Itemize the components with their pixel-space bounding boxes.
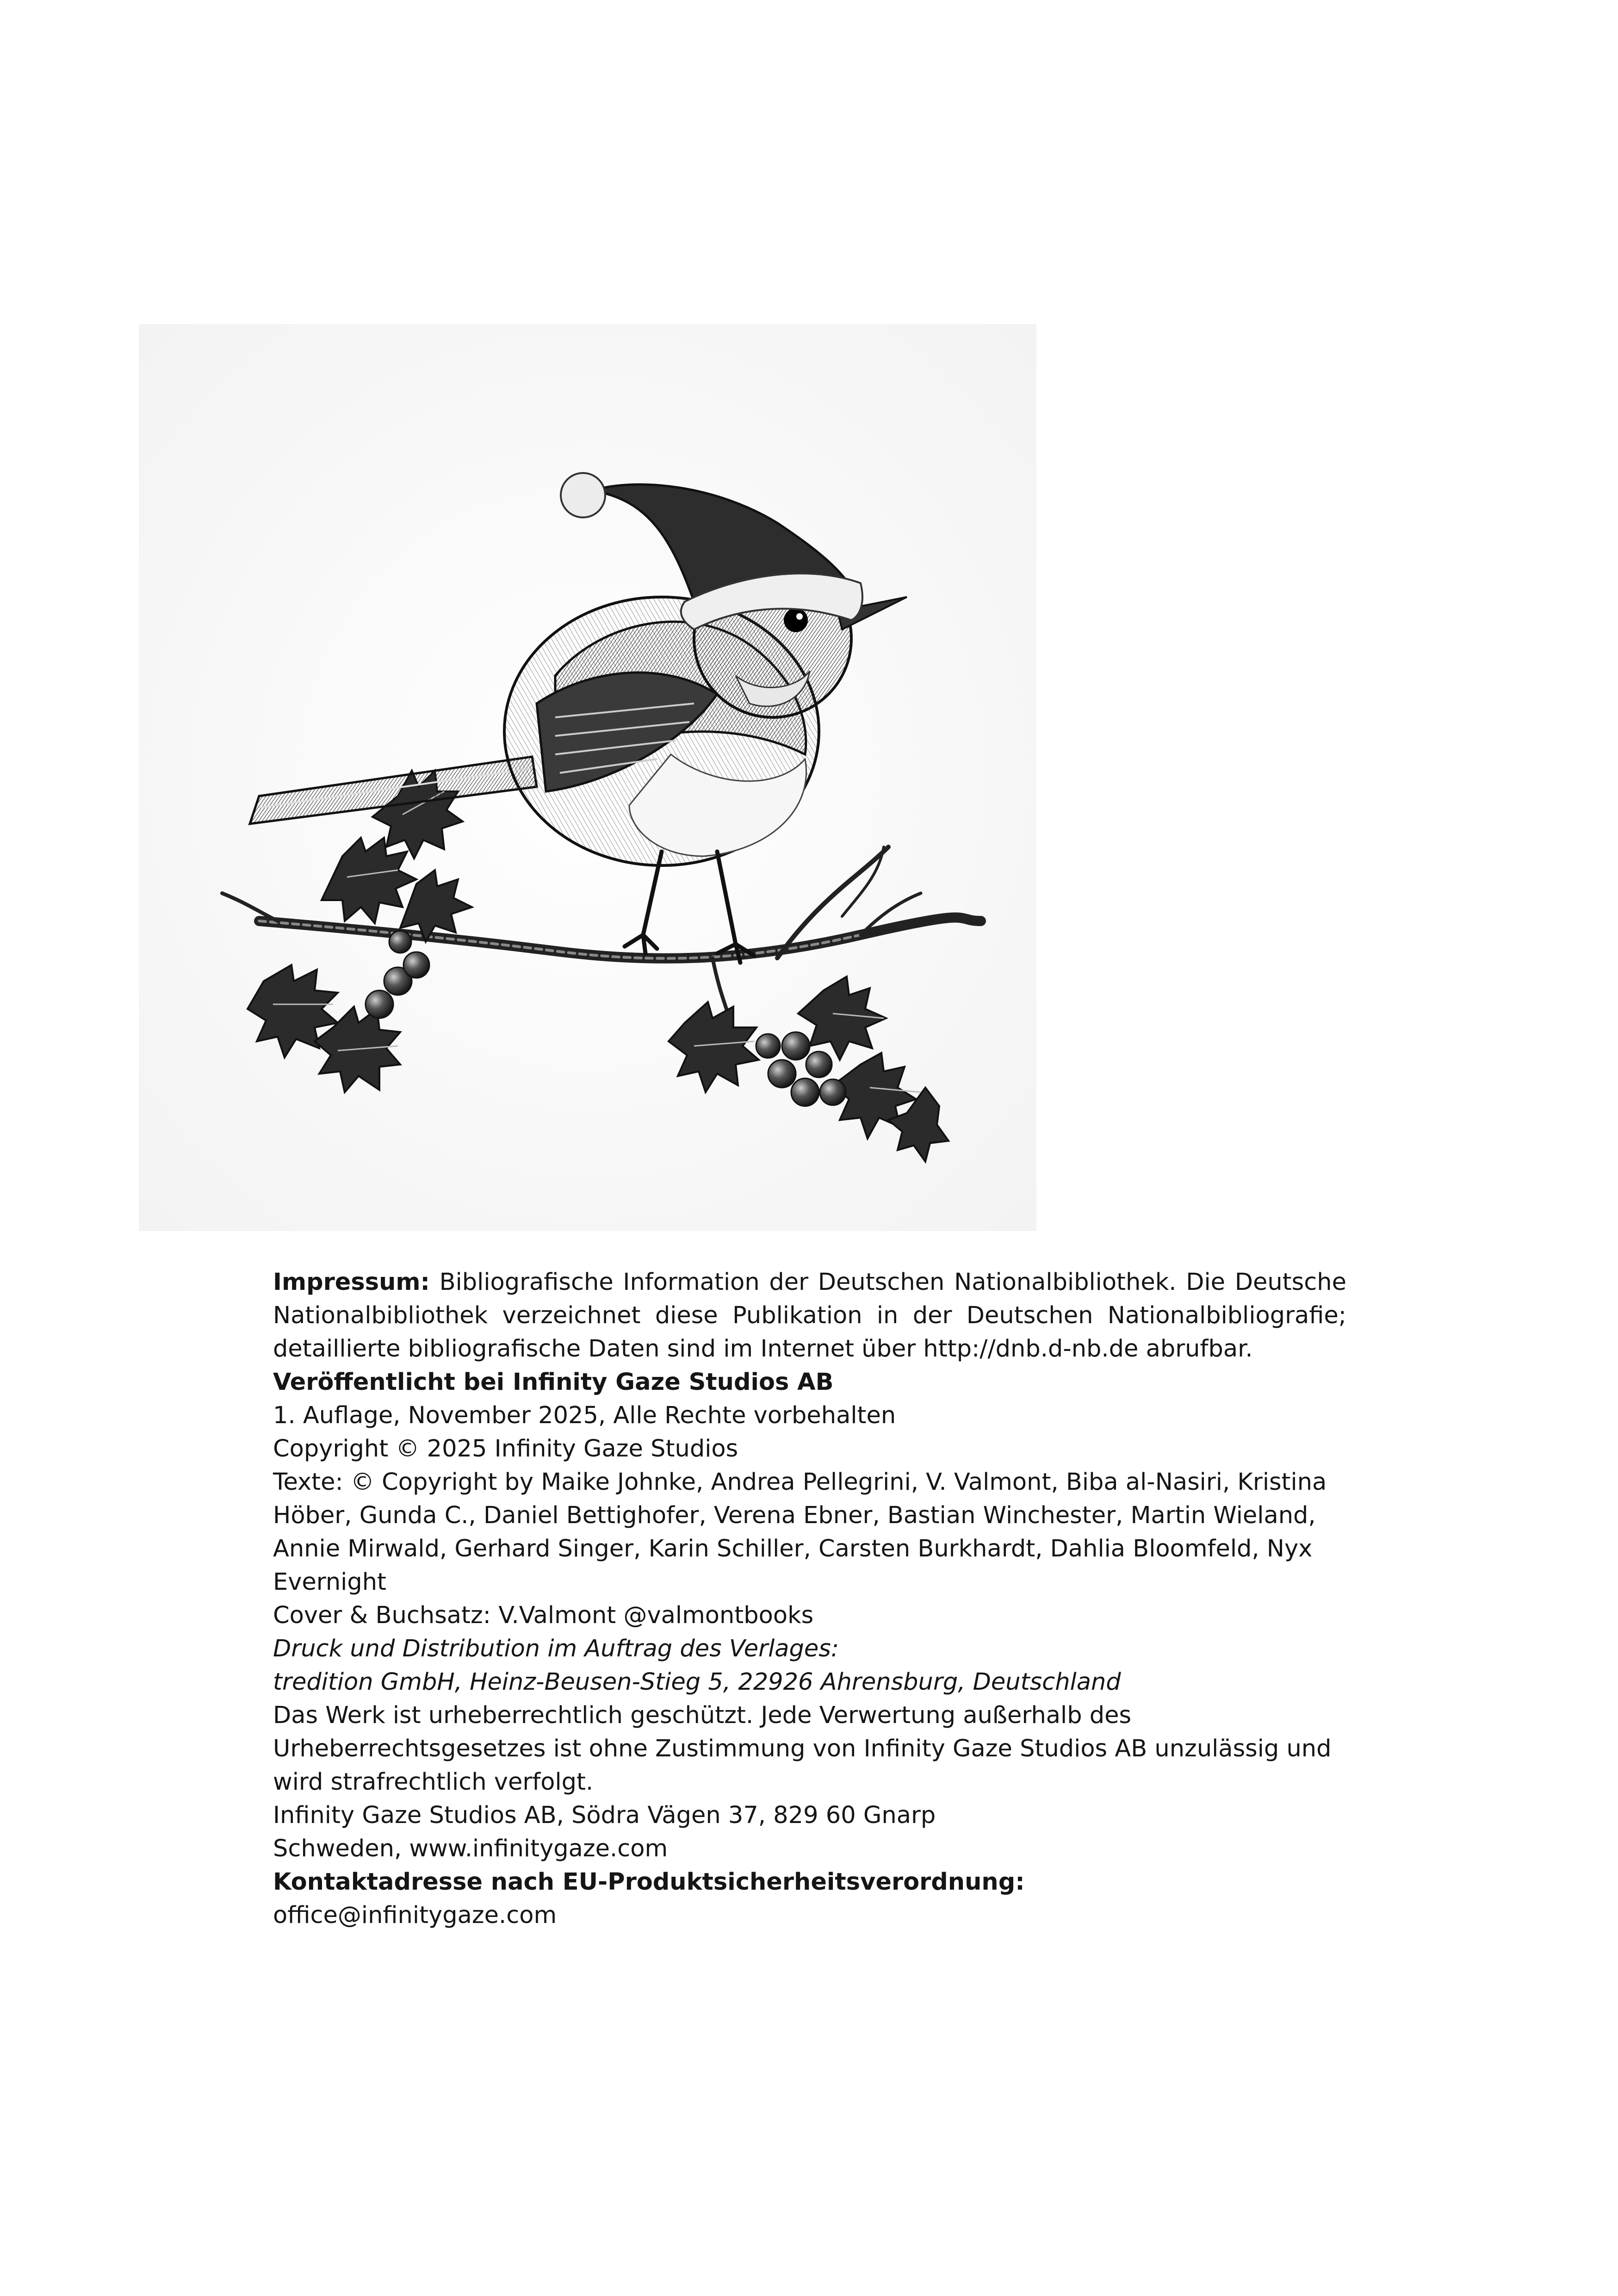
imprint-intro xyxy=(273,1266,1346,1366)
publisher-line-text: Veröffentlicht bei Infinity Gaze Studios AB xyxy=(273,1369,834,1396)
texts-authors: Texte: © Copyright by Maike Johnke, Andrea Pellegrini, V. Valmont, Biba al-Nasiri, Kristina Höber, Gunda C., Daniel Bettighofer, Verena Ebner, Bastian Winchester, Martin Wieland, Annie Mirwald, Gerhard Singer, Karin Schiller, Carsten Burkhardt, Dahlia Bloomfeld, Nyx Evernight xyxy=(273,1468,1327,1596)
contact-label xyxy=(273,1866,1346,1899)
publisher-address-1: Infinity Gaze Studios AB, Södra Vägen 37, 829 60 Gnarp xyxy=(273,1802,936,1829)
imprint-section xyxy=(273,1266,1346,1932)
publisher-address-2: Schweden, www.infinitygaze.com xyxy=(273,1835,668,1862)
print-address-text: tredition GmbH, Heinz-Beusen-Stieg 5, 22926 Ahrensburg, Deutschland xyxy=(273,1668,1121,1696)
imprint-intro-text: Bibliografische Information der Deutschen Nationalbibliothek. Die Deutsche Nationalbibliothek verzeichnet diese Publikation in der Deutschen Nationalbibliografie; detaillierte bibliografische Daten sind im Internet über http://dnb.d-nb.de abrufbar. xyxy=(273,1269,1346,1363)
contact-email: office@infinitygaze.com xyxy=(273,1902,557,1929)
cover-credit: Cover & Buchsatz: V.Valmont @valmontbooks xyxy=(273,1602,814,1629)
edition-line: 1. Auflage, November 2025, Alle Rechte vorbehalten xyxy=(273,1402,896,1429)
print-label-text: Druck und Distribution im Auftrag des Verlages: xyxy=(273,1635,839,1662)
imprint-label: Impressum: xyxy=(273,1269,430,1296)
copyright-line: Copyright © 2025 Infinity Gaze Studios xyxy=(273,1435,738,1462)
print-address xyxy=(273,1666,1346,1699)
print-label xyxy=(273,1632,1346,1666)
contact-label-text: Kontaktadresse nach EU-Produktsicherheitsverordnung: xyxy=(273,1868,1025,1896)
rights-notice: Das Werk ist urheberrechtlich geschützt. Jede Verwertung außerhalb des Urheberrechtsgesetzes ist ohne Zustimmung von Infinity Gaze Studios AB unzulässig und wird strafrechtlich verfolgt. xyxy=(273,1702,1332,1796)
robin-illustration xyxy=(139,324,1036,1231)
publisher-line xyxy=(273,1366,1346,1399)
santa-hat-pompom xyxy=(561,473,605,517)
